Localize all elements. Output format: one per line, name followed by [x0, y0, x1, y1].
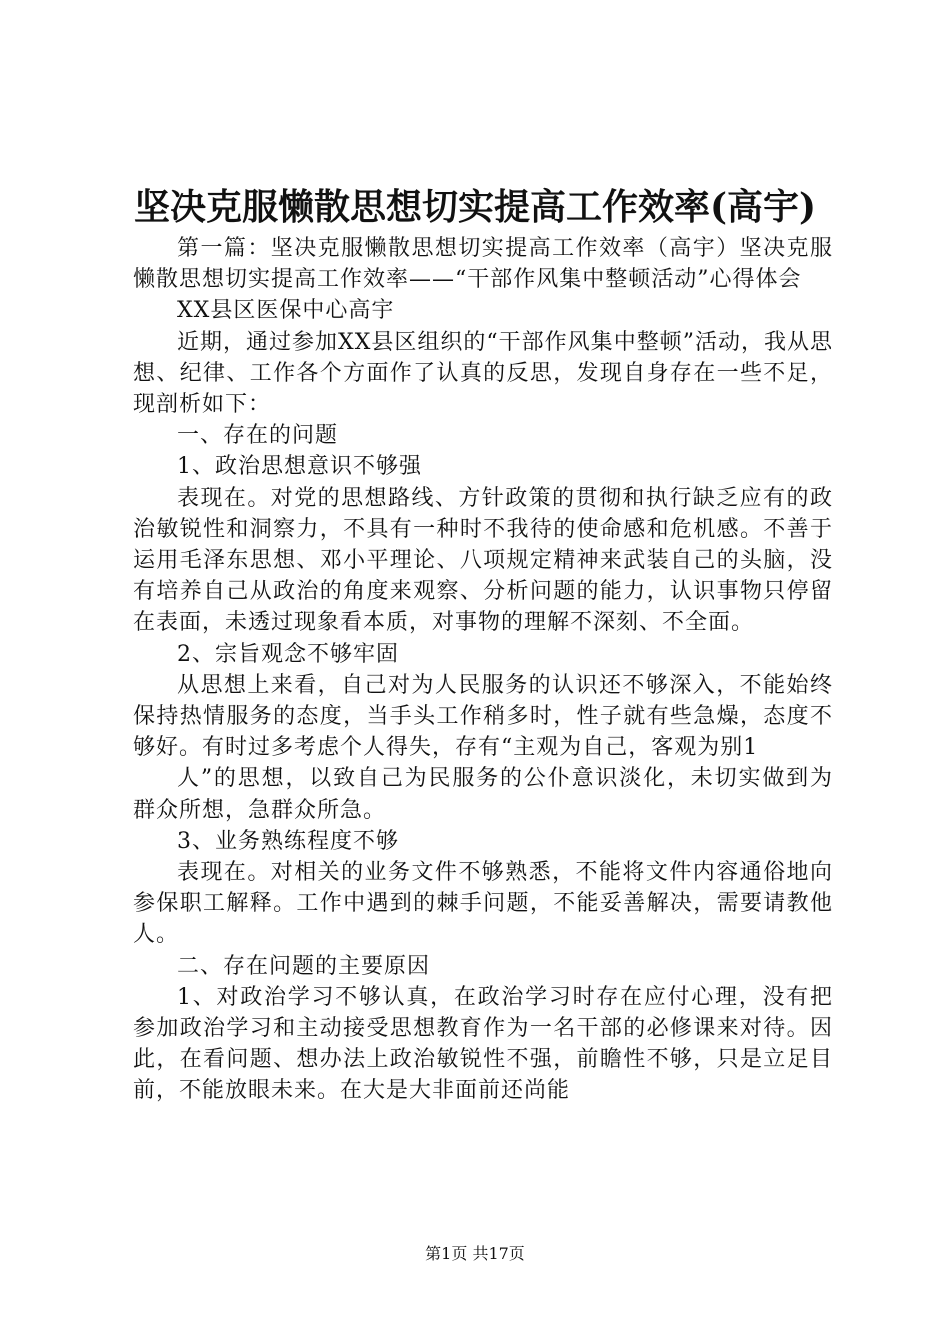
paragraph: 第一篇：坚决克服懒散思想切实提高工作效率（高宇）坚决克服懒散思想切实提高工作效率——“干部作风集中整顿活动”心得体会 — [133, 236, 833, 293]
paragraph: XX县区医保中心高宇 — [177, 298, 395, 324]
subsection-heading: 3、业务熟练程度不够 — [177, 828, 399, 854]
paragraph: 近期，通过参加XX县区组织的“干部作风集中整顿”活动，我从思想、纪律、工作各个方面作了认真的反思，发现自身存在一些不足，现剖析如下： — [133, 329, 833, 418]
paragraph: 从思想上来看，自己对为人民服务的认识还不够深入，不能始终保持热情服务的态度，当手头工作稍多时，性子就有些急燥，态度不够好。有时过多考虑个人得失，存有“主观为自己，客观为别1 — [133, 672, 833, 761]
section-heading: 一、存在的问题 — [177, 423, 339, 449]
paragraph: 1、对政治学习不够认真，在政治学习时存在应付心理，没有把参加政治学习和主动接受思想教育作为一名干部的必修课来对待。因此，在看问题、想办法上政治敏锐性不强，前瞻性不够，只是立足目前，不能放眼未来。在大是大非面前还尚能 — [133, 984, 833, 1104]
subsection-heading: 1、政治思想意识不够强 — [177, 454, 422, 480]
document-title: 坚决克服懒散思想切实提高工作效率(高宇) — [133, 186, 817, 228]
paragraph: 表现在。对党的思想路线、方针政策的贯彻和执行缺乏应有的政治敏锐性和洞察力，不具有一种时不我待的使命感和危机感。不善于运用毛泽东思想、邓小平理论、八项规定精神来武装自己的头脑，没有培养自己从政治的角度来观察、分析问题的能力，认识事物只停留在表面，未透过现象看本质，对事物的理解不深刻、不全面。 — [133, 485, 833, 636]
paragraph: 人”的思想，以致自己为民服务的公仆意识淡化，未切实做到为群众所想，急群众所急。 — [133, 766, 833, 823]
page-footer: 第1页 共17页 — [425, 1244, 525, 1263]
paragraph: 表现在。对相关的业务文件不够熟悉，不能将文件内容通俗地向参保职工解释。工作中遇到的棘手问题，不能妥善解决，需要请教他人。 — [133, 860, 833, 948]
subsection-heading: 2、宗旨观念不够牢固 — [177, 641, 399, 667]
section-heading: 二、存在问题的主要原因 — [177, 953, 431, 979]
document-body — [133, 233, 833, 1107]
